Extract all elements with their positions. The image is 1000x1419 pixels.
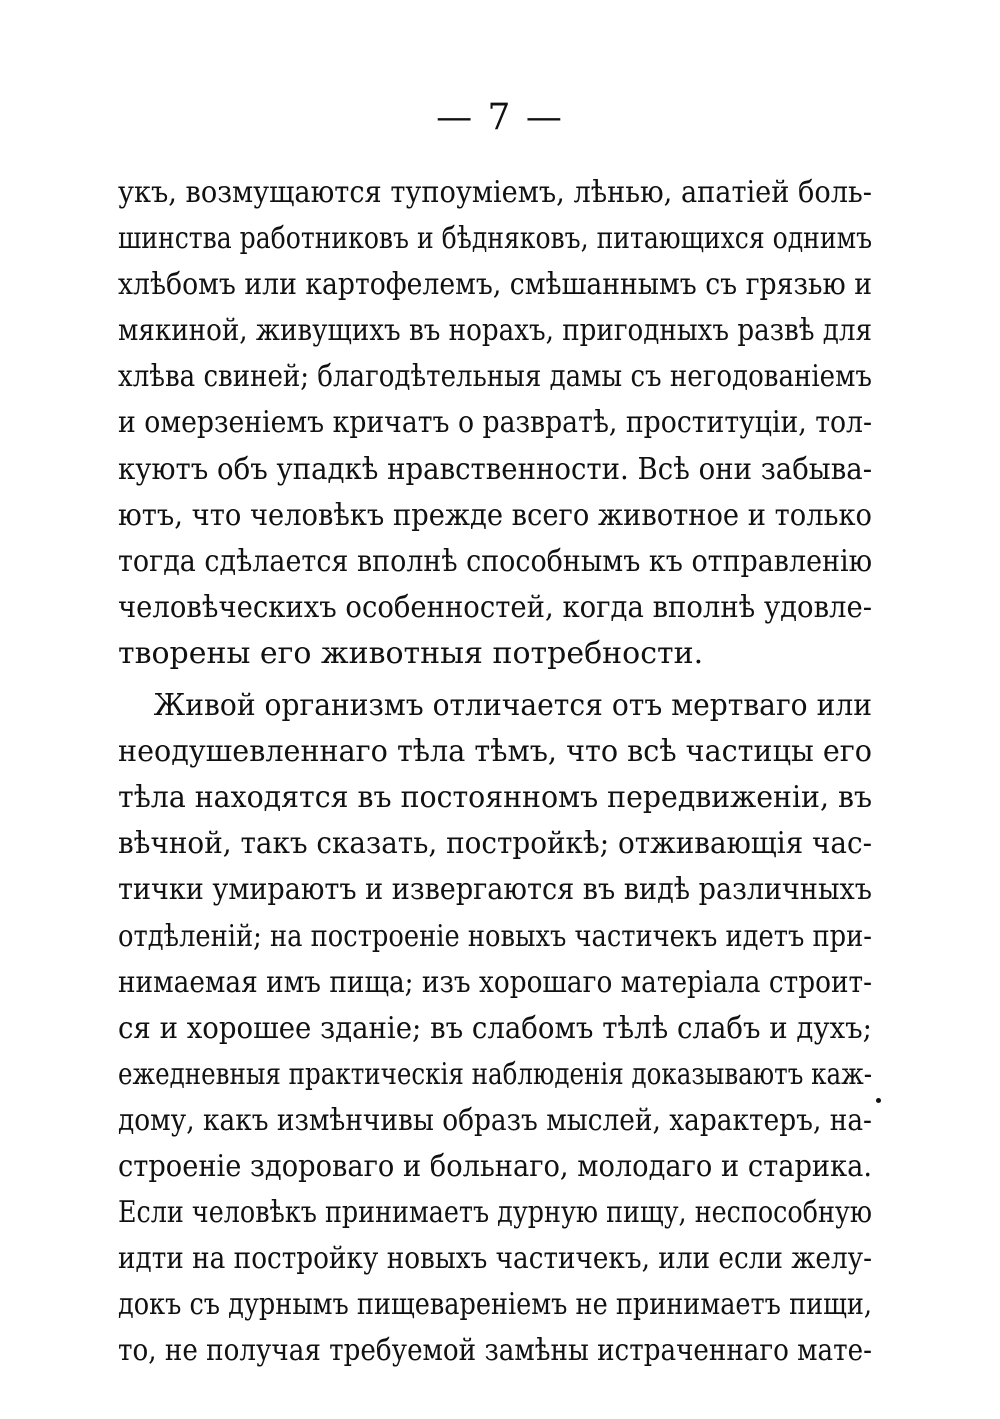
text-line: идти на постройку новыхъ частичекъ, или если желу- (118, 1241, 873, 1277)
text-line: ежедневныя практическія наблюденія доказываютъ каж- (118, 1056, 873, 1092)
text-line: Если человѣкъ принимаетъ дурную пищу, неспособную (118, 1195, 872, 1231)
paragraph-1 (118, 170, 872, 677)
text-line: ся и хорошее зданіе; въ слабомъ тѣлѣ слабъ и духъ; (118, 1010, 872, 1046)
text-line: мякиной, живущихъ въ норахъ, пригодныхъ развѣ для (118, 313, 873, 349)
text-line: куютъ объ упадкѣ нравственности. Всѣ они забыва- (118, 451, 873, 487)
text-line: тогда сдѣлается вполнѣ способнымъ къ отправленію (118, 543, 873, 579)
text-line: отдѣленій; на построеніе новыхъ частичекъ идетъ при- (118, 918, 872, 954)
text-line: неодушевленнаго тѣла тѣмъ, что всѣ частицы его (118, 734, 873, 770)
text-line: докъ съ дурнымъ пищевареніемъ не принимаетъ пищи, (118, 1287, 873, 1323)
text-line: творены его животныя потребности. (118, 635, 704, 671)
text-line: вѣчной, такъ сказать, постройкѣ; отживающія час- (118, 826, 873, 862)
text-line: строеніе здороваго и больнаго, молодаго и старика. (118, 1148, 873, 1184)
paragraph-2 (118, 683, 872, 1374)
text-line: тѣла находятся въ постоянномъ передвиженіи, въ (118, 780, 873, 816)
page-number: — 7 — (436, 97, 564, 138)
text-line: хлѣва свиней; благодѣтельныя дамы съ негодованіемъ (118, 359, 872, 395)
text-line: и омерзеніемъ кричатъ о развратѣ, проституціи, тол- (118, 405, 873, 441)
text-line: тички умираютъ и извергаются въ видѣ различныхъ (118, 872, 872, 908)
text-line: шинства работниковъ и бѣдняковъ, питающихся однимъ (118, 221, 873, 257)
text-line: хлѣбомъ или картофелемъ, смѣшаннымъ съ грязью и (118, 267, 872, 303)
body-text (118, 170, 872, 1374)
text-line: Живой организмъ отличается отъ мертваго или (153, 688, 872, 724)
text-line: ютъ, что человѣкъ прежде всего животное и только (118, 497, 872, 533)
text-line: дому, какъ измѣнчивы образъ мыслей, характеръ, на- (118, 1102, 872, 1138)
text-line: нимаемая имъ пища; изъ хорошаго матеріала строит- (118, 964, 872, 1000)
text-line: человѣческихъ особенностей, когда вполнѣ удовле- (118, 589, 873, 625)
text-line: укъ, возмущаются тупоуміемъ, лѣнью, апатіей боль- (118, 175, 872, 210)
stray-ink-mark (876, 1098, 881, 1103)
text-line: то, не получая требуемой замѣны истраченнаго мате- (118, 1333, 872, 1369)
